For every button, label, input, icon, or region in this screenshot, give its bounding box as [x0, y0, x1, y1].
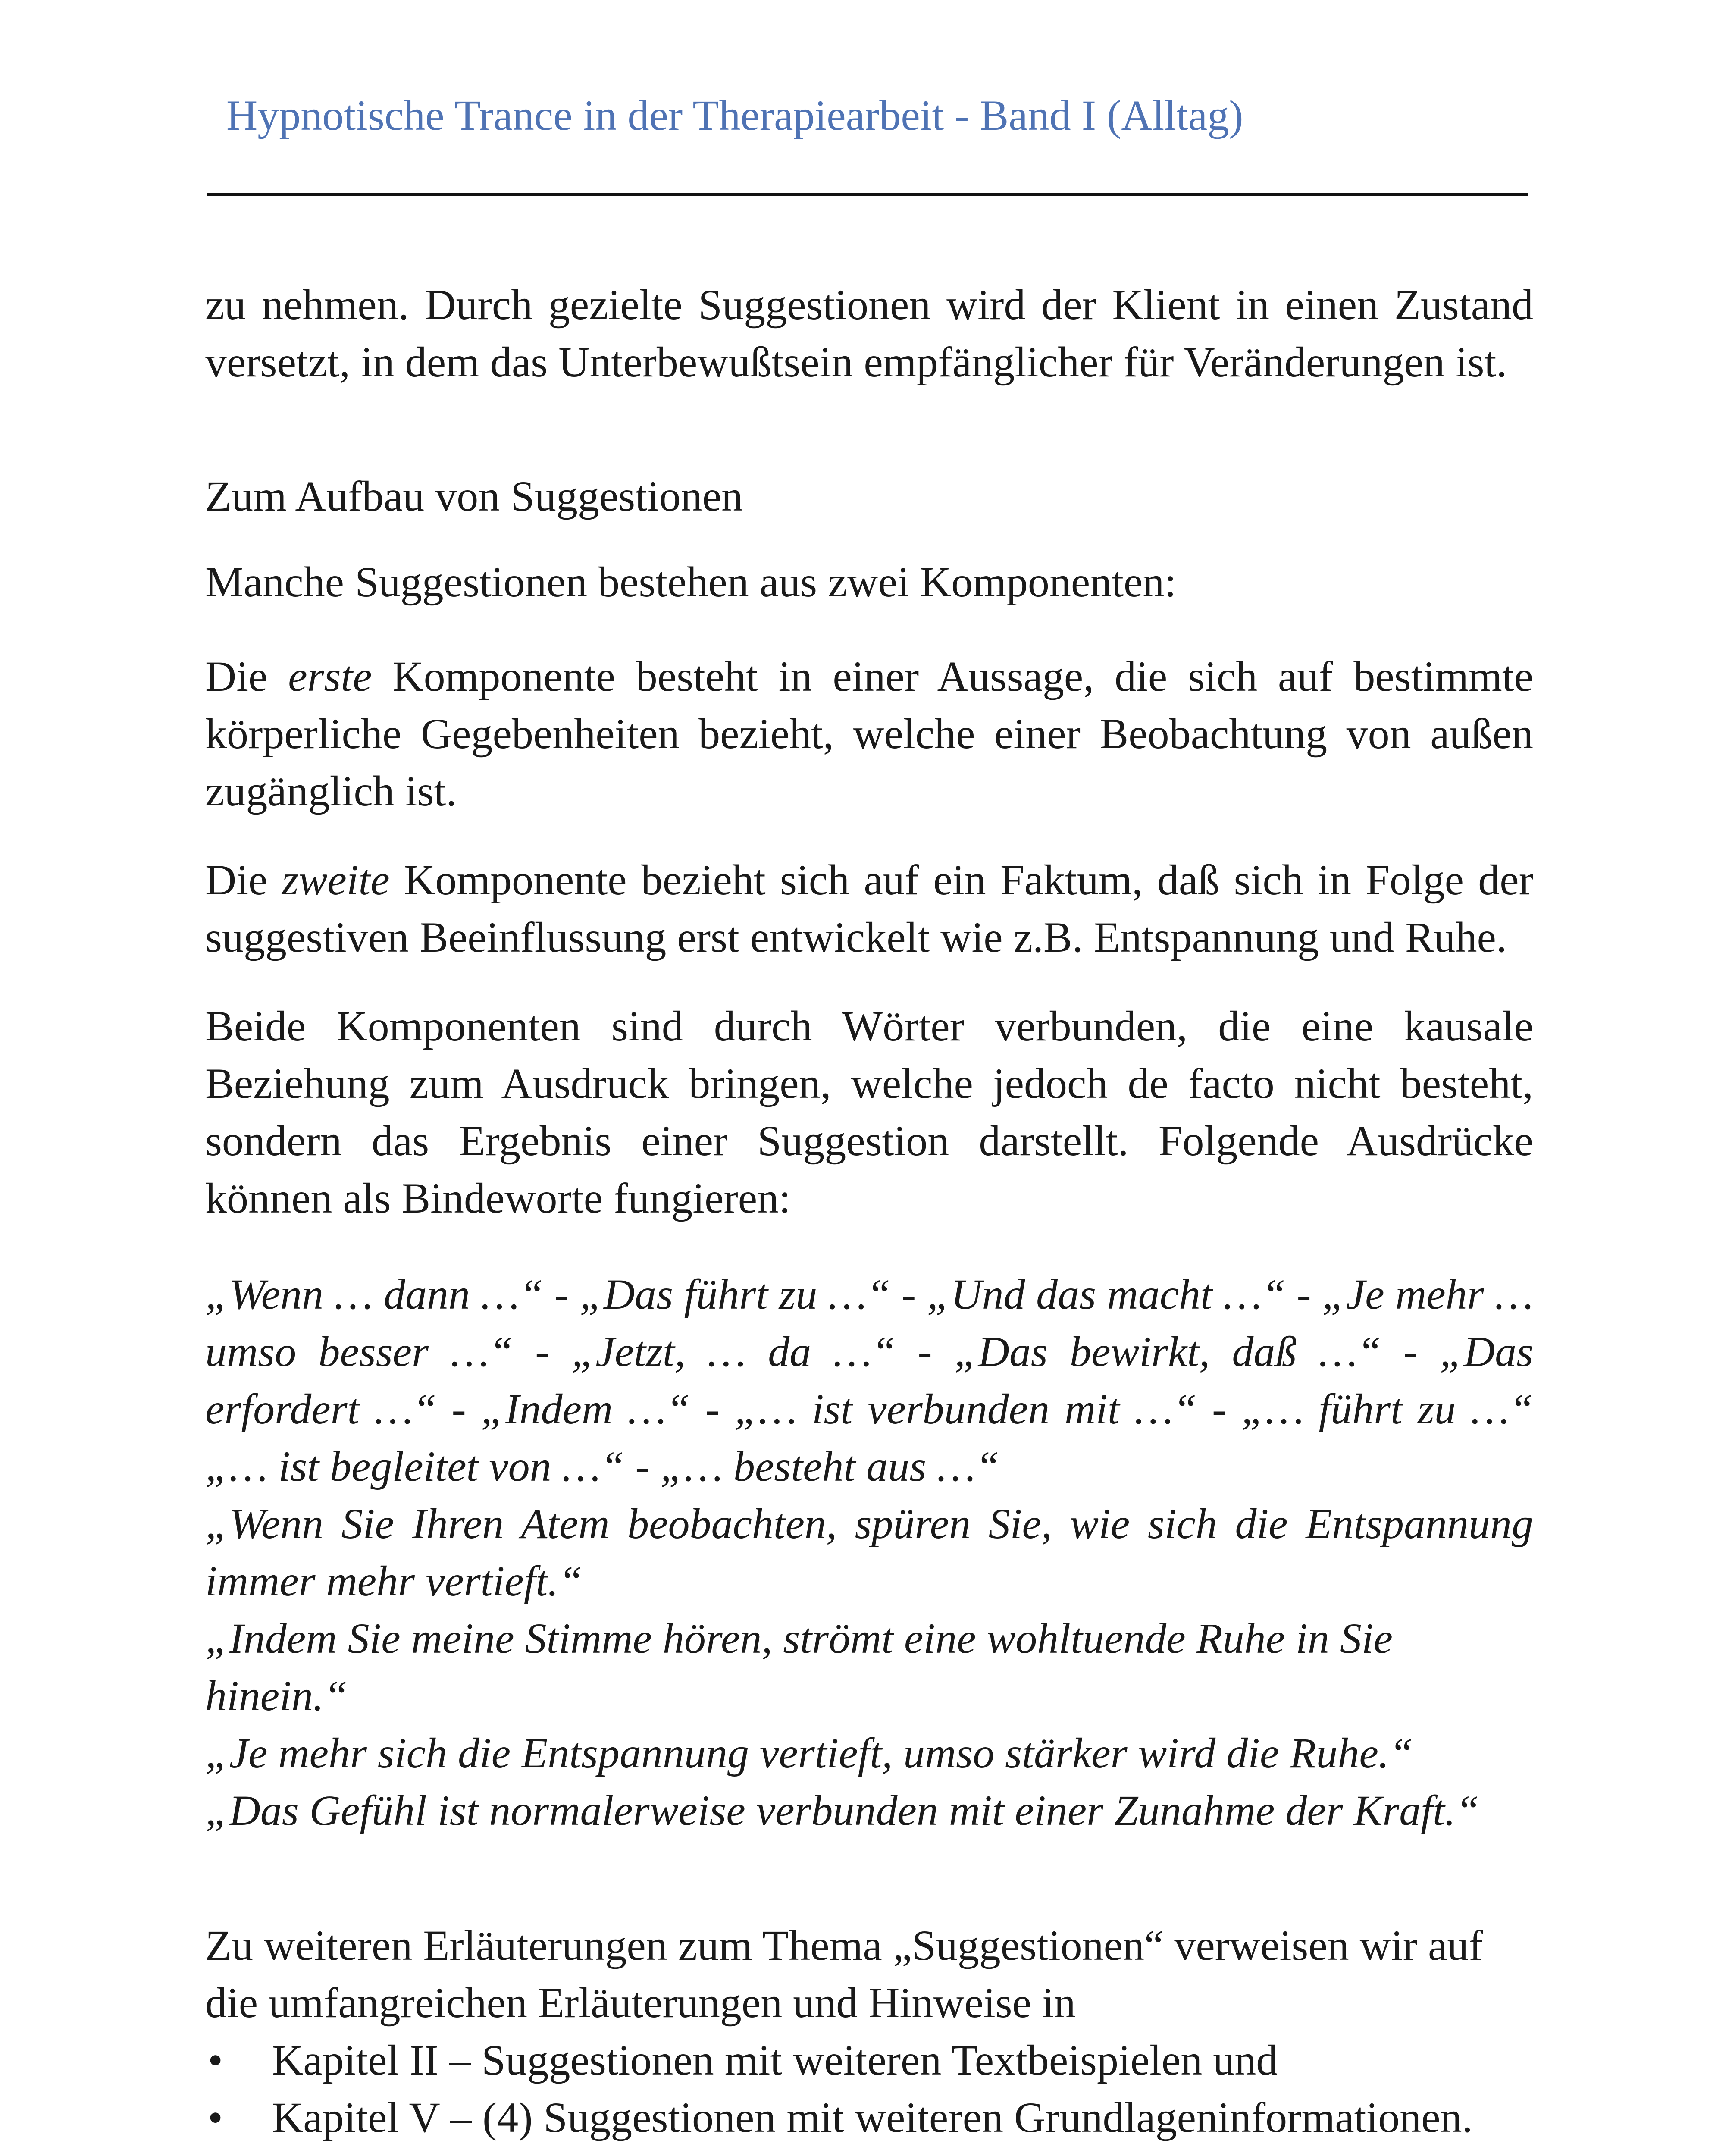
- chapter-reference-list: [205, 2031, 1533, 2146]
- bullet-icon: •: [208, 2093, 223, 2141]
- component-two-prefix: Die: [205, 856, 282, 904]
- intro-paragraph: zu nehmen. Durch gezielte Suggestionen wird der Klient in einen Zustand versetzt, in dem das Unterbewußtsein empfänglicher für Veränderungen ist.: [205, 281, 1533, 386]
- component-two-paragraph: [205, 851, 1533, 966]
- component-one-paragraph: [205, 648, 1533, 820]
- example-sentence: „Je mehr sich die Entspannung vertieft, umso stärker wird die Ruhe.“: [205, 1729, 1413, 1777]
- list-item: [205, 2089, 1533, 2146]
- list-item: [205, 2031, 1533, 2089]
- component-two-text: Komponente bezieht sich auf ein Faktum, daß sich in Folge der suggestiven Beeinflussung erst entwickelt wie z.B. Entspannung und Ruhe.: [205, 856, 1533, 961]
- running-header-title: Hypnotische Trance in der Therapiearbeit - Band I (Alltag): [226, 91, 1243, 139]
- component-one-text: Komponente besteht in einer Aussage, die sich auf bestimmte körperliche Gegebenheiten bezieht, welche einer Beobachtung von außen zugänglich ist.: [205, 652, 1534, 815]
- reference-paragraph: Zu weiteren Erläuterungen zum Thema „Suggestionen“ verweisen wir auf die umfangreichen Erläuterungen und Hinweise in: [205, 1921, 1483, 2027]
- page-body: [205, 276, 1533, 2146]
- component-one-emphasis: erste: [288, 652, 372, 700]
- header-divider: [207, 193, 1528, 196]
- list-item-text: Kapitel II – Suggestionen mit weiteren Textbeispielen und: [272, 2036, 1278, 2084]
- example-sentence: „Wenn Sie Ihren Atem beobachten, spüren Sie, wie sich die Entspannung immer mehr vertieft.“: [205, 1500, 1533, 1605]
- example-sentence: „Das Gefühl ist normalerweise verbunden mit einer Zunahme der Kraft.“: [205, 1786, 1480, 1834]
- connectors-paragraph: Beide Komponenten sind durch Wörter verbunden, die eine kausale Beziehung zum Ausdruck bringen, welche jedoch de facto nicht besteht, sondern das Ergebnis einer Suggestion darstellt. Folgende Ausdrücke können als Bindeworte fungieren:: [205, 1002, 1533, 1222]
- lead-paragraph: Manche Suggestionen bestehen aus zwei Komponenten:: [205, 558, 1177, 606]
- example-sentence: „Indem Sie meine Stimme hören, strömt eine wohltuende Ruhe in Sie hinein.“: [205, 1614, 1393, 1720]
- section-heading: Zum Aufbau von Suggestionen: [205, 472, 743, 520]
- component-one-prefix: Die: [205, 652, 288, 700]
- connector-list: „Wenn … dann …“ - „Das führt zu …“ - „Und das macht …“ - „Je mehr … umso besser …“ - „Jetzt, … da …“ - „Das bewirkt, daß …“ - „Das erfordert …“ - „Indem …“ - „… ist verbunden mit …“ - „… führt zu …“ „… ist begleitet von …“ - „… besteht aus …“: [205, 1270, 1533, 1490]
- connector-examples-block: [205, 1266, 1533, 1839]
- list-item-text: Kapitel V – (4) Suggestionen mit weiteren Grundlageninformationen.: [272, 2093, 1473, 2141]
- bullet-icon: •: [208, 2036, 223, 2084]
- component-two-emphasis: zweite: [282, 856, 390, 904]
